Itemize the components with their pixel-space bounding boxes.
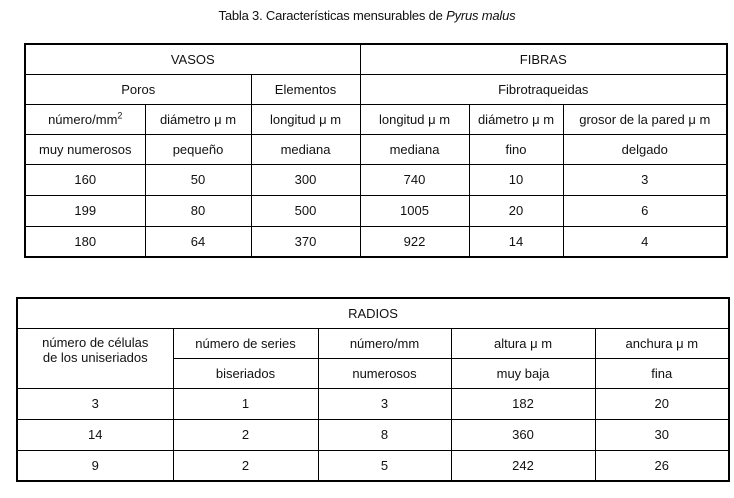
- col-header-numero: [25, 104, 145, 134]
- table-cell: 20: [469, 195, 563, 226]
- table-cell: 80: [145, 195, 251, 226]
- col-header-altura: altura μ m: [451, 328, 595, 358]
- table-cell: 9: [17, 450, 173, 481]
- group-vasos-header: VASOS: [25, 44, 360, 74]
- table-cell: 14: [17, 419, 173, 450]
- table-cell: 3: [563, 164, 727, 195]
- qual-cell: mediana: [360, 134, 469, 164]
- table-cell: 64: [145, 226, 251, 257]
- rays-column-header-row: [17, 328, 729, 358]
- col-header-diametro-fibras: diámetro μ m: [469, 104, 563, 134]
- table-cell: 30: [595, 419, 729, 450]
- table-cell: 199: [25, 195, 145, 226]
- table-cell: 180: [25, 226, 145, 257]
- table-cell: 2: [173, 419, 318, 450]
- col-header-numero-celulas: [17, 328, 173, 388]
- group-fibras-header: FIBRAS: [360, 44, 727, 74]
- table-row: [17, 419, 729, 450]
- table-row: [25, 226, 727, 257]
- qual-cell: pequeño: [145, 134, 251, 164]
- rays-title-row: [17, 298, 729, 328]
- rays-table: [16, 297, 730, 482]
- col-header-numero-mm: número/mm: [318, 328, 451, 358]
- table-cell: 26: [595, 450, 729, 481]
- qual-cell: biseriados: [173, 358, 318, 388]
- table-cell: 1005: [360, 195, 469, 226]
- table-cell: 6: [563, 195, 727, 226]
- col-header-longitud-fibras: longitud μ m: [360, 104, 469, 134]
- subgroup-header-row: [25, 74, 727, 104]
- col-header-numero-text: número/mm: [48, 111, 118, 127]
- table-cell: 2: [173, 450, 318, 481]
- table-cell: 500: [251, 195, 360, 226]
- subgroup-poros-header: Poros: [25, 74, 251, 104]
- col-header-longitud-elementos: longitud μ m: [251, 104, 360, 134]
- table-cell: 10: [469, 164, 563, 195]
- table-cell: 370: [251, 226, 360, 257]
- rays-title: RADIOS: [17, 298, 729, 328]
- table-row: [17, 388, 729, 419]
- table-cell: 3: [17, 388, 173, 419]
- col-header-diametro-poros: diámetro μ m: [145, 104, 251, 134]
- subgroup-fibrotraqueidas-header: Fibrotraqueidas: [360, 74, 727, 104]
- qual-cell: muy baja: [451, 358, 595, 388]
- table-cell: 1: [173, 388, 318, 419]
- qual-cell: delgado: [563, 134, 727, 164]
- table-cell: 20: [595, 388, 729, 419]
- table-caption: [0, 8, 734, 23]
- table-row: [25, 164, 727, 195]
- table-row: [25, 195, 727, 226]
- table-cell: 50: [145, 164, 251, 195]
- col-header-grosor-pared: grosor de la pared μ m: [563, 104, 727, 134]
- qual-cell: mediana: [251, 134, 360, 164]
- col-header-numero-exponent: 2: [117, 110, 123, 121]
- table-cell: 300: [251, 164, 360, 195]
- table-row: [17, 450, 729, 481]
- qual-cell: fina: [595, 358, 729, 388]
- col-header-numero-series: número de series: [173, 328, 318, 358]
- column-header-row: [25, 104, 727, 134]
- table-cell: 740: [360, 164, 469, 195]
- table-cell: 360: [451, 419, 595, 450]
- col-header-anchura: anchura μ m: [595, 328, 729, 358]
- col-header-numero-celulas-line1: número de células: [42, 334, 149, 350]
- caption-prefix: Tabla 3. Características mensurables de: [218, 8, 447, 23]
- table-cell: 14: [469, 226, 563, 257]
- qual-cell: fino: [469, 134, 563, 164]
- caption-species: Pyrus malus: [446, 8, 516, 23]
- table-cell: 4: [563, 226, 727, 257]
- table-cell: 922: [360, 226, 469, 257]
- table-cell: 3: [318, 388, 451, 419]
- table-cell: 5: [318, 450, 451, 481]
- group-header-row: [25, 44, 727, 74]
- wood-vessels-fibers-table: [24, 43, 728, 258]
- qual-cell: numerosos: [318, 358, 451, 388]
- table-cell: 242: [451, 450, 595, 481]
- subgroup-elementos-header: Elementos: [251, 74, 360, 104]
- table-cell: 160: [25, 164, 145, 195]
- col-header-numero-celulas-line2: de los uniseriados: [42, 349, 148, 365]
- qual-cell: muy numerosos: [25, 134, 145, 164]
- table-cell: 8: [318, 419, 451, 450]
- qualitative-row: [25, 134, 727, 164]
- table-cell: 182: [451, 388, 595, 419]
